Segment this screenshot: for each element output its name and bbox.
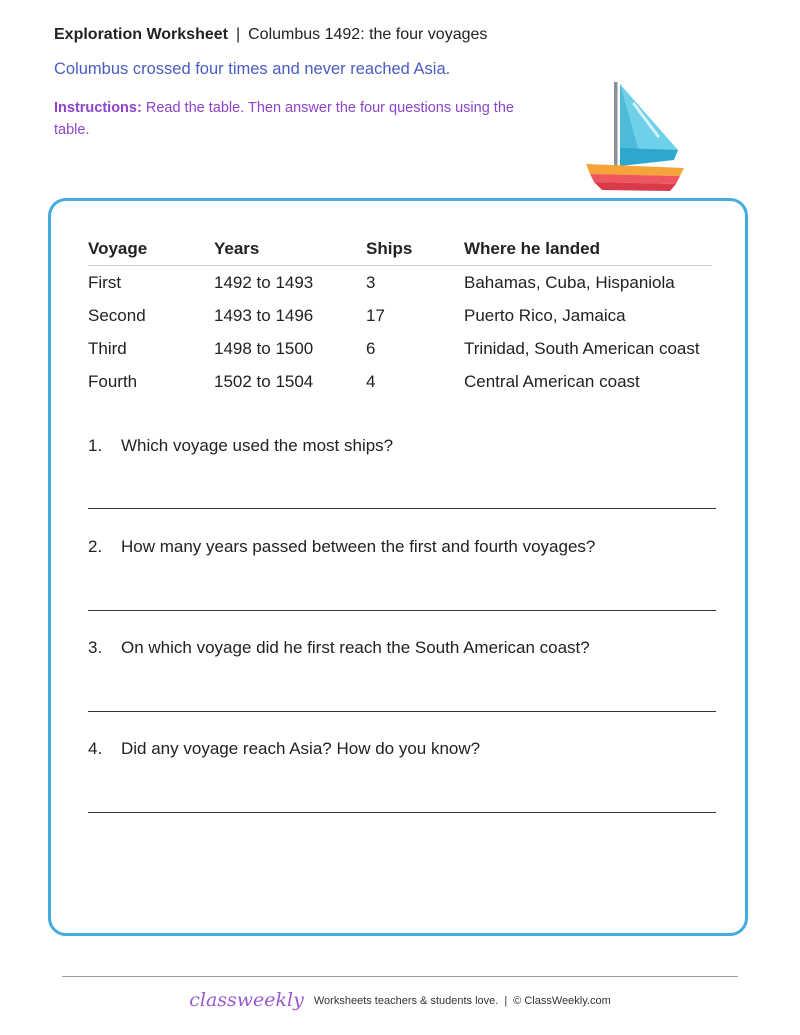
table-row xyxy=(88,266,712,299)
question-3 xyxy=(88,638,716,658)
question-number: 1. xyxy=(88,436,103,455)
question-text: On which voyage did he first reach the South American coast? xyxy=(121,638,590,657)
question-text: Which voyage used the most ships? xyxy=(121,436,394,455)
footer-separator: | xyxy=(504,995,508,1007)
cell-voyage: Third xyxy=(88,338,127,358)
footer-copyright: © ClassWeekly.com xyxy=(513,995,611,1007)
worksheet-topic: Columbus 1492: the four voyages xyxy=(248,26,488,43)
worksheet-label: Exploration Worksheet xyxy=(54,26,228,43)
instructions-text: Read the table. Then answer the four questions using the table. xyxy=(54,100,514,138)
sailboat-icon xyxy=(580,78,690,196)
column-header-ships: Ships xyxy=(353,233,451,266)
worksheet-header xyxy=(54,26,487,44)
footer-tagline: Worksheets teachers & students love. xyxy=(313,995,499,1007)
cell-where-landed: Trinidad, South American coast xyxy=(464,338,700,358)
table-row xyxy=(88,299,712,332)
question-number: 4. xyxy=(88,739,103,758)
question-text: How many years passed between the first and fourth voyages? xyxy=(121,537,596,556)
worksheet-subtitle: Columbus crossed four times and never reached Asia. xyxy=(54,60,451,78)
column-header-voyage: Voyage xyxy=(88,233,201,266)
table-header-row xyxy=(88,233,712,266)
cell-years: 1493 to 1496 xyxy=(214,305,314,325)
question-4 xyxy=(88,739,716,759)
question-1 xyxy=(88,436,716,456)
cell-where-landed: Bahamas, Cuba, Hispaniola xyxy=(464,272,675,292)
cell-where-landed: Central American coast xyxy=(464,371,640,391)
instructions xyxy=(54,97,534,141)
header-separator: | xyxy=(235,26,241,43)
cell-ships: 3 xyxy=(366,272,376,292)
cell-voyage: First xyxy=(88,272,122,292)
voyages-table xyxy=(88,233,712,398)
cell-years: 1502 to 1504 xyxy=(214,371,314,391)
cell-years: 1492 to 1493 xyxy=(214,272,314,292)
table-row xyxy=(88,365,712,398)
cell-ships: 4 xyxy=(366,371,376,391)
instructions-label: Instructions: xyxy=(54,100,142,116)
column-header-where-landed: Where he landed xyxy=(451,233,712,266)
footer xyxy=(0,989,800,1011)
cell-voyage: Fourth xyxy=(88,371,138,391)
cell-ships: 17 xyxy=(366,305,385,325)
cell-where-landed: Puerto Rico, Jamaica xyxy=(464,305,626,325)
cell-voyage: Second xyxy=(88,305,146,325)
column-header-years: Years xyxy=(201,233,353,266)
question-number: 2. xyxy=(88,537,103,556)
cell-ships: 6 xyxy=(366,338,376,358)
brand-logo: classweekly xyxy=(189,989,304,1011)
question-number: 3. xyxy=(88,638,103,657)
table-row xyxy=(88,332,712,365)
cell-years: 1498 to 1500 xyxy=(214,338,314,358)
question-2 xyxy=(88,537,716,557)
question-text: Did any voyage reach Asia? How do you know? xyxy=(121,739,481,758)
worksheet-card xyxy=(48,198,748,936)
footer-divider xyxy=(62,976,738,977)
